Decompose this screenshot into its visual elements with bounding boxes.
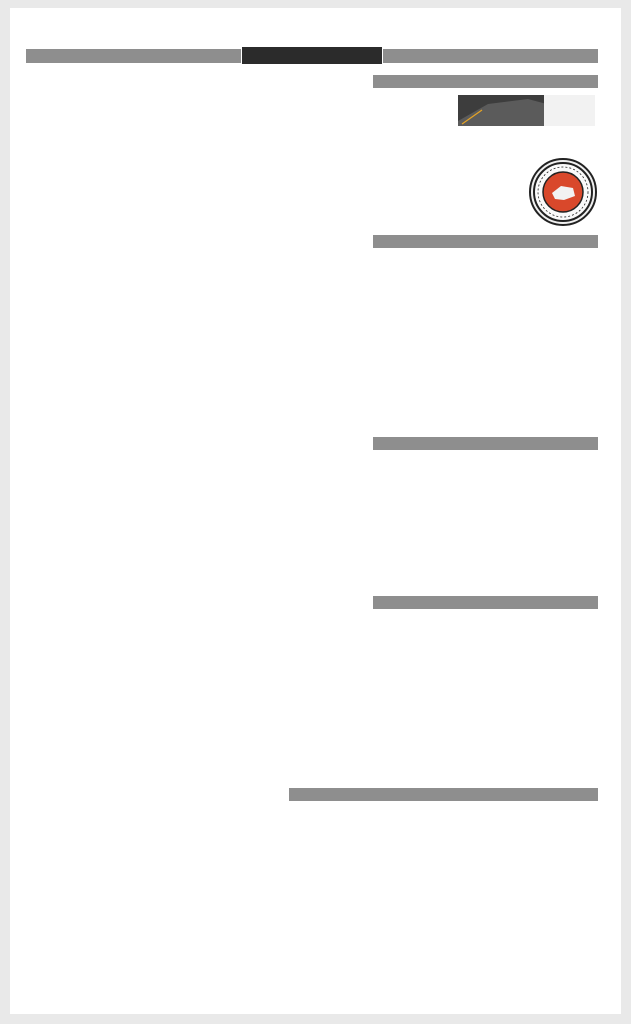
consolation-bracket-b-band [373, 235, 598, 248]
area-bracket-band [289, 788, 598, 801]
road-to-state-logo [458, 95, 595, 126]
winners-bracket-a-band [373, 75, 598, 88]
ossaa-seal-icon [529, 158, 597, 226]
districts-band [26, 49, 241, 63]
consolation-bracket-d-band [373, 596, 598, 609]
winners-bracket-c-band [373, 437, 598, 450]
road-icon [458, 95, 595, 126]
area-title-band [242, 47, 382, 64]
seal-graphic [531, 160, 595, 224]
bracket-sheet [10, 8, 621, 1014]
regionals-band [383, 49, 598, 63]
